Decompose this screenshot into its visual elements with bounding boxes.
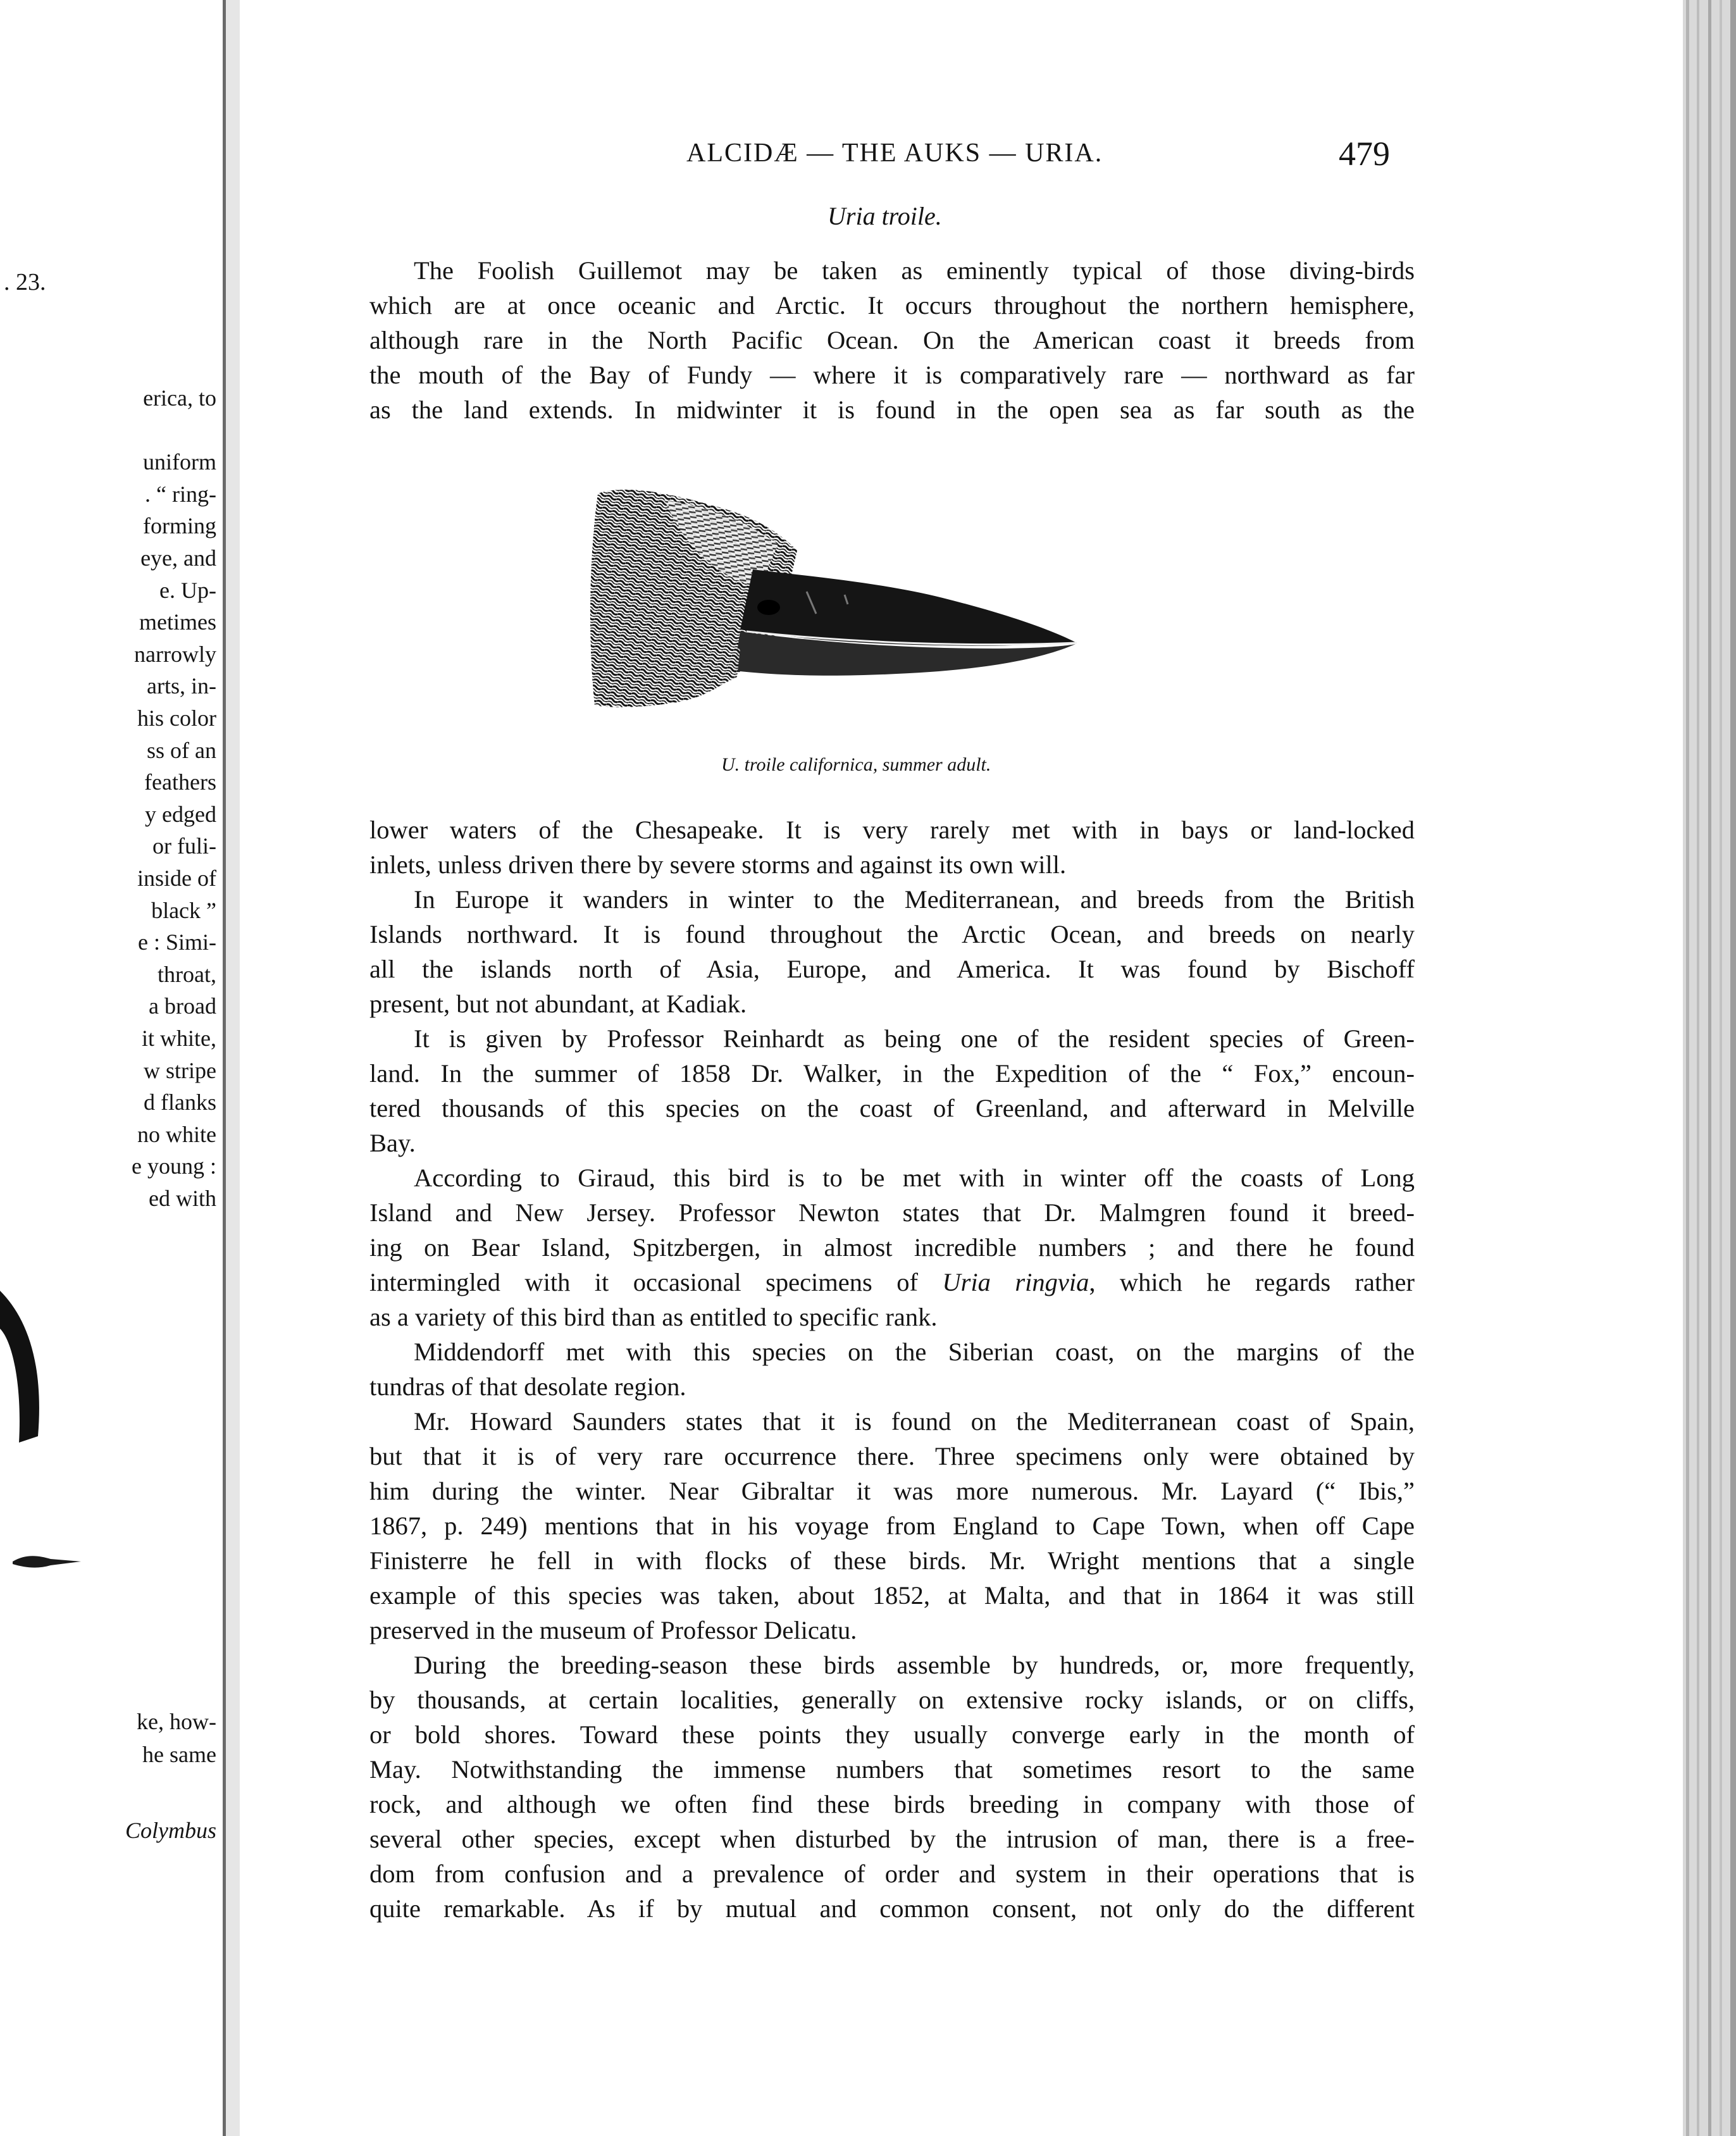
left-fragment-line: forming bbox=[143, 513, 216, 539]
text-line: land. In the summer of 1858 Dr. Walker, in the Expedition of the “ Fox,” encoun- bbox=[369, 1059, 1415, 1088]
text-line: example of this species was taken, about 1852, at Malta, and that in 1864 it was still bbox=[369, 1581, 1415, 1610]
text-line: rock, and although we often find these birds breeding in company with those of bbox=[369, 1790, 1415, 1818]
text-line: as the land extends. In midwinter it is found in the open sea as far south as the bbox=[369, 395, 1415, 424]
text-line: tundras of that desolate region. bbox=[369, 1372, 686, 1401]
text-line: although rare in the North Pacific Ocean. On the American coast it breeds from bbox=[369, 326, 1415, 354]
left-beak-fragment-icon bbox=[13, 1550, 82, 1575]
text-line: ing on Bear Island, Spitzbergen, in almost incredible numbers ; and there he found bbox=[369, 1233, 1415, 1262]
figure-caption: U. troile californica, summer adult. bbox=[721, 754, 991, 775]
text-line: The Foolish Guillemot may be taken as eminently typical of those diving-birds bbox=[414, 256, 1415, 285]
left-figure-fragment-icon bbox=[0, 1291, 76, 1443]
text-line: or bold shores. Toward these points they usually converge early in the month of bbox=[369, 1720, 1415, 1749]
left-fragment-line: e : Simi- bbox=[138, 929, 216, 955]
left-fragment-line: throat, bbox=[158, 961, 216, 987]
left-fragment-line: eye, and bbox=[140, 545, 216, 571]
left-fragment-line: ke, how- bbox=[137, 1709, 216, 1734]
left-fragment-line: arts, in- bbox=[147, 673, 216, 699]
text-line: inlets, unless driven there by severe storms and against its own will. bbox=[369, 850, 1067, 879]
text-line: Finisterre he fell in with flocks of these birds. Mr. Wright mentions that a single bbox=[369, 1546, 1415, 1575]
text-line: Bay. bbox=[369, 1129, 416, 1157]
text-line: tered thousands of this species on the coast of Greenland, and afterward in Melville bbox=[369, 1094, 1415, 1122]
text-line: It is given by Professor Reinhardt as being one of the resident species of Green- bbox=[414, 1024, 1415, 1053]
left-fragment-line: d flanks bbox=[144, 1090, 216, 1115]
left-fragment-line: e young : bbox=[132, 1153, 216, 1179]
text-line: present, but not abundant, at Kadiak. bbox=[369, 990, 747, 1018]
left-fragment-line: or fuli- bbox=[152, 833, 216, 859]
left-fragment-line: inside of bbox=[137, 866, 216, 891]
text-line: According to Giraud, this bird is to be met with in winter off the coasts of Long bbox=[414, 1164, 1415, 1192]
text-line: Islands northward. It is found throughout the Arctic Ocean, and breeds on nearly bbox=[369, 920, 1415, 948]
text-line: In Europe it wanders in winter to the Mediterranean, and breeds from the British bbox=[414, 885, 1415, 914]
text-line: several other species, except when disturbed by the intrusion of man, there is a free- bbox=[369, 1825, 1415, 1853]
text-line: the mouth of the Bay of Fundy — where it is comparatively rare — northward as far bbox=[369, 361, 1415, 389]
left-fragment-line: narrowly bbox=[134, 641, 216, 667]
left-fragment-line: black ” bbox=[151, 897, 216, 923]
left-fragment-line: a broad bbox=[149, 993, 216, 1019]
text-line: lower waters of the Chesapeake. It is very rarely met with in bays or land-locked bbox=[369, 816, 1415, 844]
left-fragment-line: no white bbox=[137, 1121, 216, 1147]
text-line: him during the winter. Near Gibraltar it was more numerous. Mr. Layard (“ Ibis,” bbox=[369, 1477, 1415, 1505]
left-fragment-line: e. Up- bbox=[159, 577, 216, 603]
text-line: which are at once oceanic and Arctic. It occurs throughout the northern hemisphere, bbox=[369, 291, 1415, 320]
left-fragment-line: his color bbox=[137, 705, 216, 731]
text-line: quite remarkable. As if by mutual and common consent, not only do the different bbox=[369, 1894, 1415, 1923]
left-fragment-line: . “ ring- bbox=[145, 481, 216, 507]
left-facing-page bbox=[0, 0, 221, 2136]
left-fragment-line: ed with bbox=[149, 1186, 216, 1211]
left-fragment-line: metimes bbox=[139, 609, 216, 635]
text-line: dom from confusion and a prevalence of order and system in their operations that is bbox=[369, 1860, 1415, 1888]
text-line: all the islands north of Asia, Europe, and America. It was found by Bischoff bbox=[369, 955, 1415, 983]
left-fragment-line: w stripe bbox=[144, 1057, 216, 1083]
text-line: Mr. Howard Saunders states that it is found on the Mediterranean coast of Spain, bbox=[414, 1407, 1415, 1436]
text-line: Middendorff met with this species on the Siberian coast, on the margins of the bbox=[414, 1338, 1415, 1366]
opening-paragraph bbox=[369, 253, 1415, 427]
text-line: preserved in the museum of Professor Delicatu. bbox=[369, 1616, 857, 1644]
left-fragment-line: feathers bbox=[144, 769, 216, 795]
text-line: Island and New Jersey. Professor Newton states that Dr. Malmgren found it breed- bbox=[369, 1198, 1415, 1227]
left-fragment-line: ss of an bbox=[147, 737, 216, 763]
left-fragment-line: y edged bbox=[145, 801, 216, 827]
running-header: ALCIDÆ — THE AUKS — URIA. bbox=[686, 139, 1103, 168]
text-line: intermingled with it occasional specimens of Uria ringvia, which he regards rather bbox=[369, 1268, 1415, 1296]
left-fragment-line: he same bbox=[142, 1742, 216, 1767]
left-fragment-italic: Colymbus bbox=[125, 1818, 216, 1843]
text-line: May. Notwithstanding the immense numbers that sometimes resort to the same bbox=[369, 1755, 1415, 1784]
text-line: by thousands, at certain localities, generally on extensive rocky islands, or on cliffs, bbox=[369, 1686, 1415, 1714]
species-heading: Uria troile. bbox=[828, 202, 942, 230]
left-page-number: . 23. bbox=[4, 269, 46, 295]
body-text bbox=[369, 812, 1415, 1926]
text-line: During the breeding-season these birds assemble by hundreds, or, more frequently, bbox=[414, 1651, 1415, 1679]
text-line: as a variety of this bird than as entitled to specific rank. bbox=[369, 1303, 938, 1331]
bird-head-engraving-icon bbox=[588, 487, 1158, 753]
text-line: 1867, p. 249) mentions that in his voyage from England to Cape Town, when off Cape bbox=[369, 1512, 1415, 1540]
page-number: 479 bbox=[1339, 135, 1390, 173]
left-fragment-line: uniform bbox=[143, 449, 216, 475]
left-fragment-line: erica, to bbox=[143, 385, 216, 411]
text-line: but that it is of very rare occurrence there. Three specimens only were obtained by bbox=[369, 1442, 1415, 1470]
left-fragment-line: it white, bbox=[142, 1026, 216, 1051]
